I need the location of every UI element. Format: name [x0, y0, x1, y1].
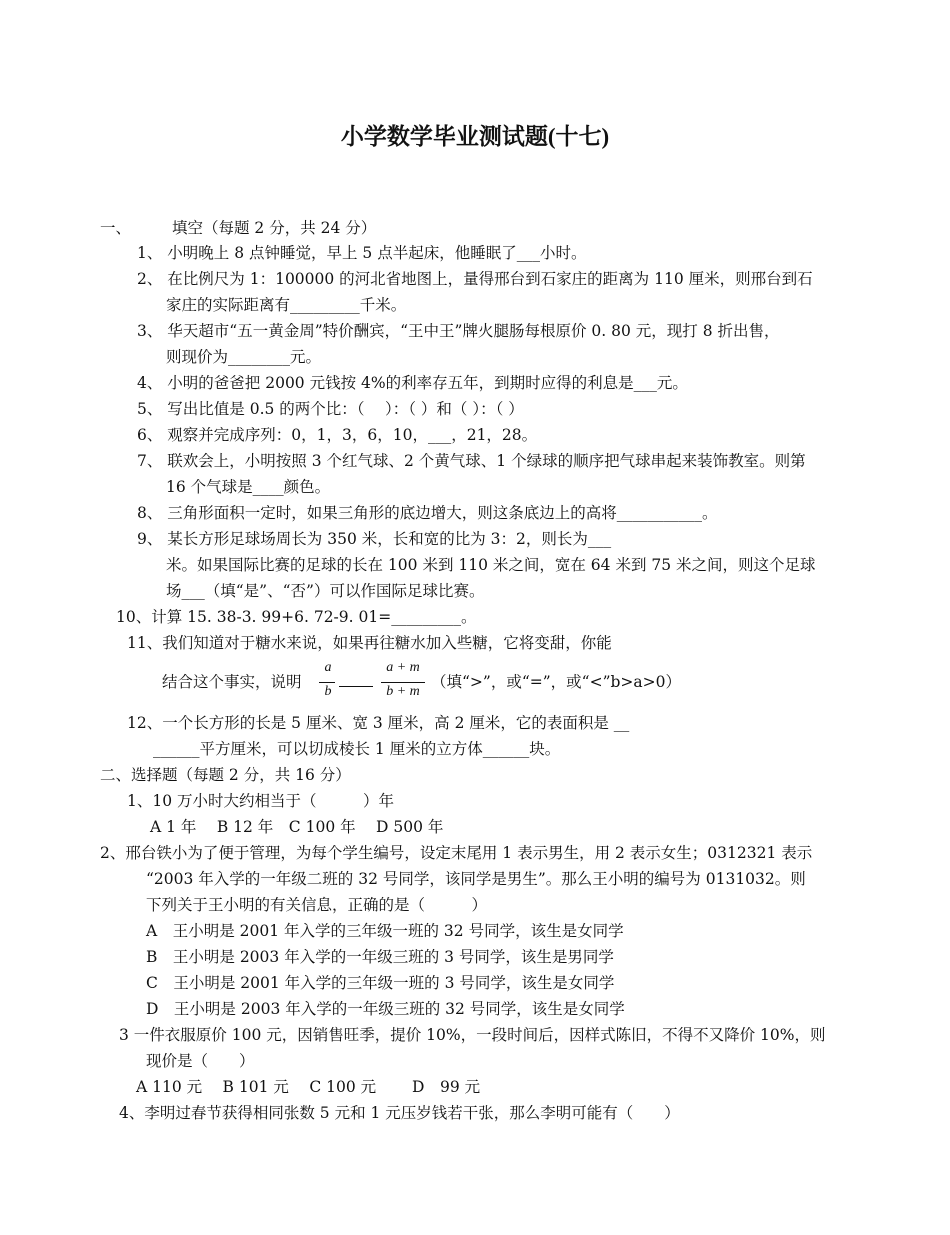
fraction-denominator: b + m [386, 684, 420, 699]
choice-question-2-option-d: D 王小明是 2003 年入学的一年级三班的 32 号同学，该生是女同学 [146, 1000, 625, 1018]
choice-question-2-option-c: C 王小明是 2001 年入学的三年级一班的 3 号同学，该生是女同学 [146, 974, 615, 992]
question-7-line-2: 16 个气球是____颜色。 [166, 478, 331, 496]
question-10: 10、计算 15. 38-3. 99+6. 72-9. 01=_________。 [116, 608, 477, 626]
fraction-numerator: a [324, 660, 332, 675]
question-2-line-1: 2、 在比例尺为 1：100000 的河北省地图上，量得邢台到石家庄的距离为 110 厘米，则邢台到石 [137, 270, 813, 288]
fraction-numerator: a + m [386, 660, 420, 675]
choice-question-1-options: A 1 年 B 12 年 C 100 年 D 500 年 [150, 818, 444, 836]
question-1: 1、 小明晚上 8 点钟睡觉，早上 5 点半起床，他睡眠了___小时。 [137, 244, 587, 262]
question-5: 5、 写出比值是 0.5 的两个比：（ ）：（ ）和（ ）：（ ） [137, 400, 524, 418]
choice-question-3-options: A 110 元 B 101 元 C 100 元 D 99 元 [136, 1078, 481, 1096]
section-number: 一、 [100, 219, 132, 237]
question-12-line-2: ______平方厘米，可以切成棱长 1 厘米的立方体______块。 [153, 740, 561, 758]
question-11-line-1: 11、我们知道对于糖水来说，如果再往糖水加入些糖，它将变甜，你能 [127, 634, 612, 652]
question-2-line-2: 家庄的实际距离有_________千米。 [166, 296, 407, 314]
choice-question-2-option-b: B 王小明是 2003 年入学的一年级三班的 3 号同学，该生是男同学 [146, 948, 614, 966]
choice-question-2-line-1: 2、邢台铁小为了便于管理，为每个学生编号，设定末尾用 1 表示男生，用 2 表示女生；0312321 表示 [100, 844, 813, 862]
question-9-line-2: 米。如果国际比赛的足球的长在 100 米到 110 米之间，宽在 64 米到 75 米之间，则这个足球 [166, 556, 816, 574]
question-9-line-3: 场___（填“是”、“否”）可以作国际足球比赛。 [166, 582, 485, 600]
page-title: 小学数学毕业测试题(十七) [340, 124, 610, 149]
question-3-line-1: 3、 华天超市“五一黄金周”特价酬宾，“王中王”牌火腿肠每根原价 0. 80 元，现打 8 折出售， [137, 322, 780, 340]
question-3-line-2: 则现价为________元。 [166, 348, 322, 366]
question-9-line-1: 9、 某长方形足球场周长为 350 米，长和宽的比为 3：2，则长为___ [137, 530, 612, 548]
answer-blank [339, 686, 373, 687]
choice-question-3-line-1: 3 一件衣服原价 100 元，因销售旺季，提价 10%，一段时间后，因样式陈旧，不得不又降价 10%，则 [119, 1026, 826, 1044]
question-11-prefix: 结合这个事实，说明 [162, 673, 302, 691]
fraction-bar [319, 682, 335, 683]
question-11-suffix: （填“>”，或“=”，或“<”b>a>0） [431, 673, 682, 691]
question-12-line-1: 12、一个长方形的长是 5 厘米、宽 3 厘米，高 2 厘米，它的表面积是 __ [127, 714, 630, 732]
fraction-denominator: b [324, 684, 332, 699]
choice-question-2-line-3: 下列关于王小明的有关信息，正确的是（ ） [146, 896, 488, 914]
choice-question-4: 4、李明过春节获得相同张数 5 元和 1 元压岁钱若干张，那么李明可能有（ ） [119, 1104, 680, 1122]
question-8: 8、 三角形面积一定时，如果三角形的底边增大，则这条底边上的高将___________。 [137, 504, 718, 522]
section-heading: 二、选择题（每题 2 分，共 16 分） [100, 766, 351, 784]
section-heading: 填空（每题 2 分，共 24 分） [172, 219, 377, 237]
question-7-line-1: 7、 联欢会上，小明按照 3 个红气球、2 个黄气球、1 个绿球的顺序把气球串起来装饰教室。则第 [137, 452, 806, 470]
question-4: 4、 小明的爸爸把 2000 元钱按 4%的利率存五年，到期时应得的利息是___元。 [137, 374, 688, 392]
choice-question-2-option-a: A 王小明是 2001 年入学的三年级一班的 32 号同学，该生是女同学 [146, 922, 624, 940]
choice-question-1: 1、10 万小时大约相当于（ ）年 [127, 792, 395, 810]
choice-question-2-line-2: “2003 年入学的一年级二班的 32 号同学，该同学是男生”。那么王小明的编号为 0131032。则 [146, 870, 806, 888]
choice-question-3-line-2: 现价是（ ） [146, 1052, 255, 1070]
question-6: 6、 观察并完成序列：0，1，3，6，10，___，21，28。 [137, 426, 538, 444]
fraction-a-plus-m-over-b-plus-m [377, 660, 429, 704]
